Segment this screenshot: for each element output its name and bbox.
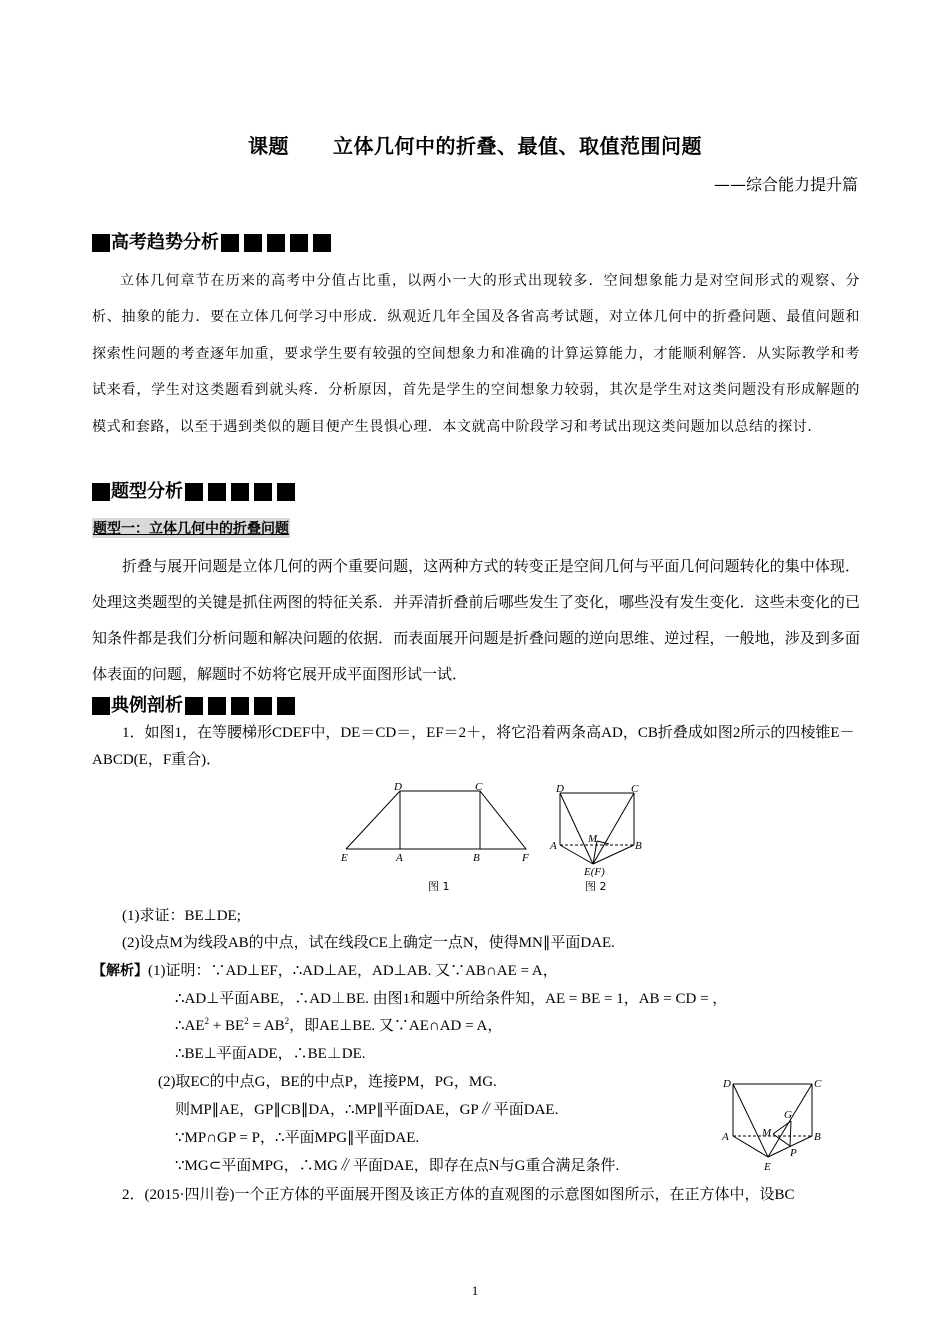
- example-one-figures: [330, 778, 650, 896]
- solution-line-6: 则MP∥AE，GP∥CB∥DA，∴MP∥平面DAE，GP∥平面DAE.: [175, 1102, 559, 1118]
- question-one: (1)求证：BE⊥DE;: [122, 908, 241, 924]
- title-main: 立体几何中的折叠、最值、取值范围问题: [333, 134, 702, 158]
- subtitle: ——综合能力提升篇: [713, 175, 858, 194]
- type-one-paragraph: 折叠与展开问题是立体几何的两个重要问题，这两种方式的转变正是空间几何与平面几何问题转化的集中体现．处理这类题型的关键是抓住两图的特征关系．并弄清折叠前后哪些发生了变化，哪些没有发生变化．这些未变化的已知条件都是我们分析问题和解决问题的依据．而表面展开问题是折叠问题的逆向思维、逆过程，一般地，涉及到多面体表面的问题，解题时不妨将它展开成平面图形试一试．: [92, 559, 860, 683]
- question-two: (2)设点M为线段AB的中点，试在线段CE上确定一点N，使得MN∥平面DAE.: [122, 935, 615, 951]
- fig1-label-f: F: [522, 852, 529, 864]
- figure-one-trapezoid: [346, 791, 526, 849]
- solution-line-3: [175, 1014, 502, 1035]
- square-decoration-icon: [185, 483, 296, 501]
- solution-line-5: (2)取EC的中点G，BE的中点P，连接PM，PG，MG.: [158, 1074, 497, 1090]
- fig1-label-b: B: [473, 852, 480, 864]
- solution-figure: [718, 1074, 828, 1178]
- fig2-label-d: D: [556, 783, 564, 795]
- fig1-label-a: A: [396, 852, 403, 864]
- fig2-label-b: B: [635, 840, 642, 852]
- solution-label: 【解析】: [92, 963, 148, 979]
- example-two-stem: 2．(2015·四川卷)一个正方体的平面展开图及该正方体的直观图的示意图如图所示，在正方体中，设BC: [122, 1187, 795, 1203]
- section-title: 高考趋势分析: [111, 232, 219, 253]
- text-run: + BE: [209, 1018, 245, 1034]
- superscript: 2: [244, 1016, 249, 1026]
- sol-fig-label-m: M: [762, 1127, 772, 1139]
- sol-fig-label-d: D: [723, 1078, 731, 1090]
- section-heading-types: [92, 480, 296, 504]
- example-one-stem: 1．如图1，在等腰梯形CDEF中，DE＝CD＝，EF＝2＋，将它沿着两条高AD，CB折叠成如图2所示的四棱锥E－ABCD(E，F重合)．: [92, 725, 855, 768]
- fig2-caption: 图 2: [585, 880, 607, 893]
- square-bullet-icon: [92, 697, 110, 715]
- superscript: 2: [284, 1016, 290, 1026]
- type-one-heading: 题型一：立体几何中的折叠问题: [92, 518, 290, 538]
- figure-two-pyramid: [560, 793, 634, 864]
- square-bullet-icon: [92, 483, 110, 501]
- solution-line-1: [92, 959, 558, 980]
- solution-text: (1)证明：∵AD⊥EF，∴AD⊥AE，AD⊥AB. 又∵AB∩AE = A，: [148, 963, 558, 979]
- title-prefix: 课题: [248, 134, 289, 158]
- solution-line-7: ∵MP∩GP = P，∴平面MPG∥平面DAE.: [175, 1130, 420, 1146]
- text-run: ，即AE⊥BE. 又∵AE∩AD = A，: [289, 1018, 503, 1034]
- fig2-label-m: M: [588, 833, 598, 845]
- solution-line-8: ∵MG⊂平面MPG，∴MG∥平面DAE，即存在点N与G重合满足条件.: [175, 1158, 620, 1174]
- square-decoration-icon: [185, 697, 296, 715]
- text-run: ∴AE: [175, 1018, 205, 1034]
- sol-fig-label-p: P: [790, 1147, 797, 1159]
- solution-line-4: ∴BE⊥平面ADE，∴BE⊥DE.: [175, 1046, 366, 1062]
- fig2-label-a: A: [550, 840, 557, 852]
- section-heading-examples: [92, 694, 296, 718]
- sol-fig-label-c: C: [814, 1078, 822, 1090]
- section-title: 典例剖析: [111, 695, 183, 716]
- page-title: [0, 130, 950, 159]
- square-bullet-icon: [92, 234, 110, 252]
- superscript: 2: [204, 1016, 210, 1026]
- solution-line-2: ∴AD⊥平面ABE，∴AD⊥BE. 由图1和题中所给条件知，AE = BE = 1，AB = CD = ，: [175, 991, 728, 1007]
- fig2-label-c: C: [631, 783, 639, 795]
- text-run: = AB: [248, 1018, 285, 1034]
- fig1-label-c: C: [475, 781, 483, 793]
- square-decoration-icon: [221, 234, 332, 252]
- page-number: 1: [471, 1283, 479, 1298]
- section-heading-trend: [92, 231, 332, 255]
- trend-paragraph: 立体几何章节在历来的高考中分值占比重，以两小一大的形式出现较多．空间想象能力是对空间形式的观察、分析、抽象的能力．要在立体几何学习中形成．纵观近几年全国及各省高考试题，对立体几何中的折叠问题、最值问题和探索性问题的考查逐年加重，要求学生要有较强的空间想象力和准确的计算运算能力，才能顺利解答．从实际教学和考试来看，学生对这类题看到就头疼．分析原因，首先是学生的空间想象力较弱，其次是学生对这类问题没有形成解题的模式和套路，以至于遇到类似的题目便产生畏惧心理．本文就高中阶段学习和考试出现这类问题加以总结的探讨．: [92, 273, 860, 435]
- fig1-label-e: E: [341, 852, 348, 864]
- section-title: 题型分析: [111, 481, 183, 502]
- sol-fig-label-e: E: [764, 1161, 771, 1173]
- sol-fig-label-b: B: [814, 1131, 821, 1143]
- fig1-caption: 图 1: [428, 880, 450, 893]
- sol-fig-label-a: A: [722, 1131, 729, 1143]
- sol-fig-label-g: G: [784, 1109, 792, 1121]
- fig1-label-d: D: [394, 781, 402, 793]
- fig2-label-ef: E(F): [584, 866, 605, 878]
